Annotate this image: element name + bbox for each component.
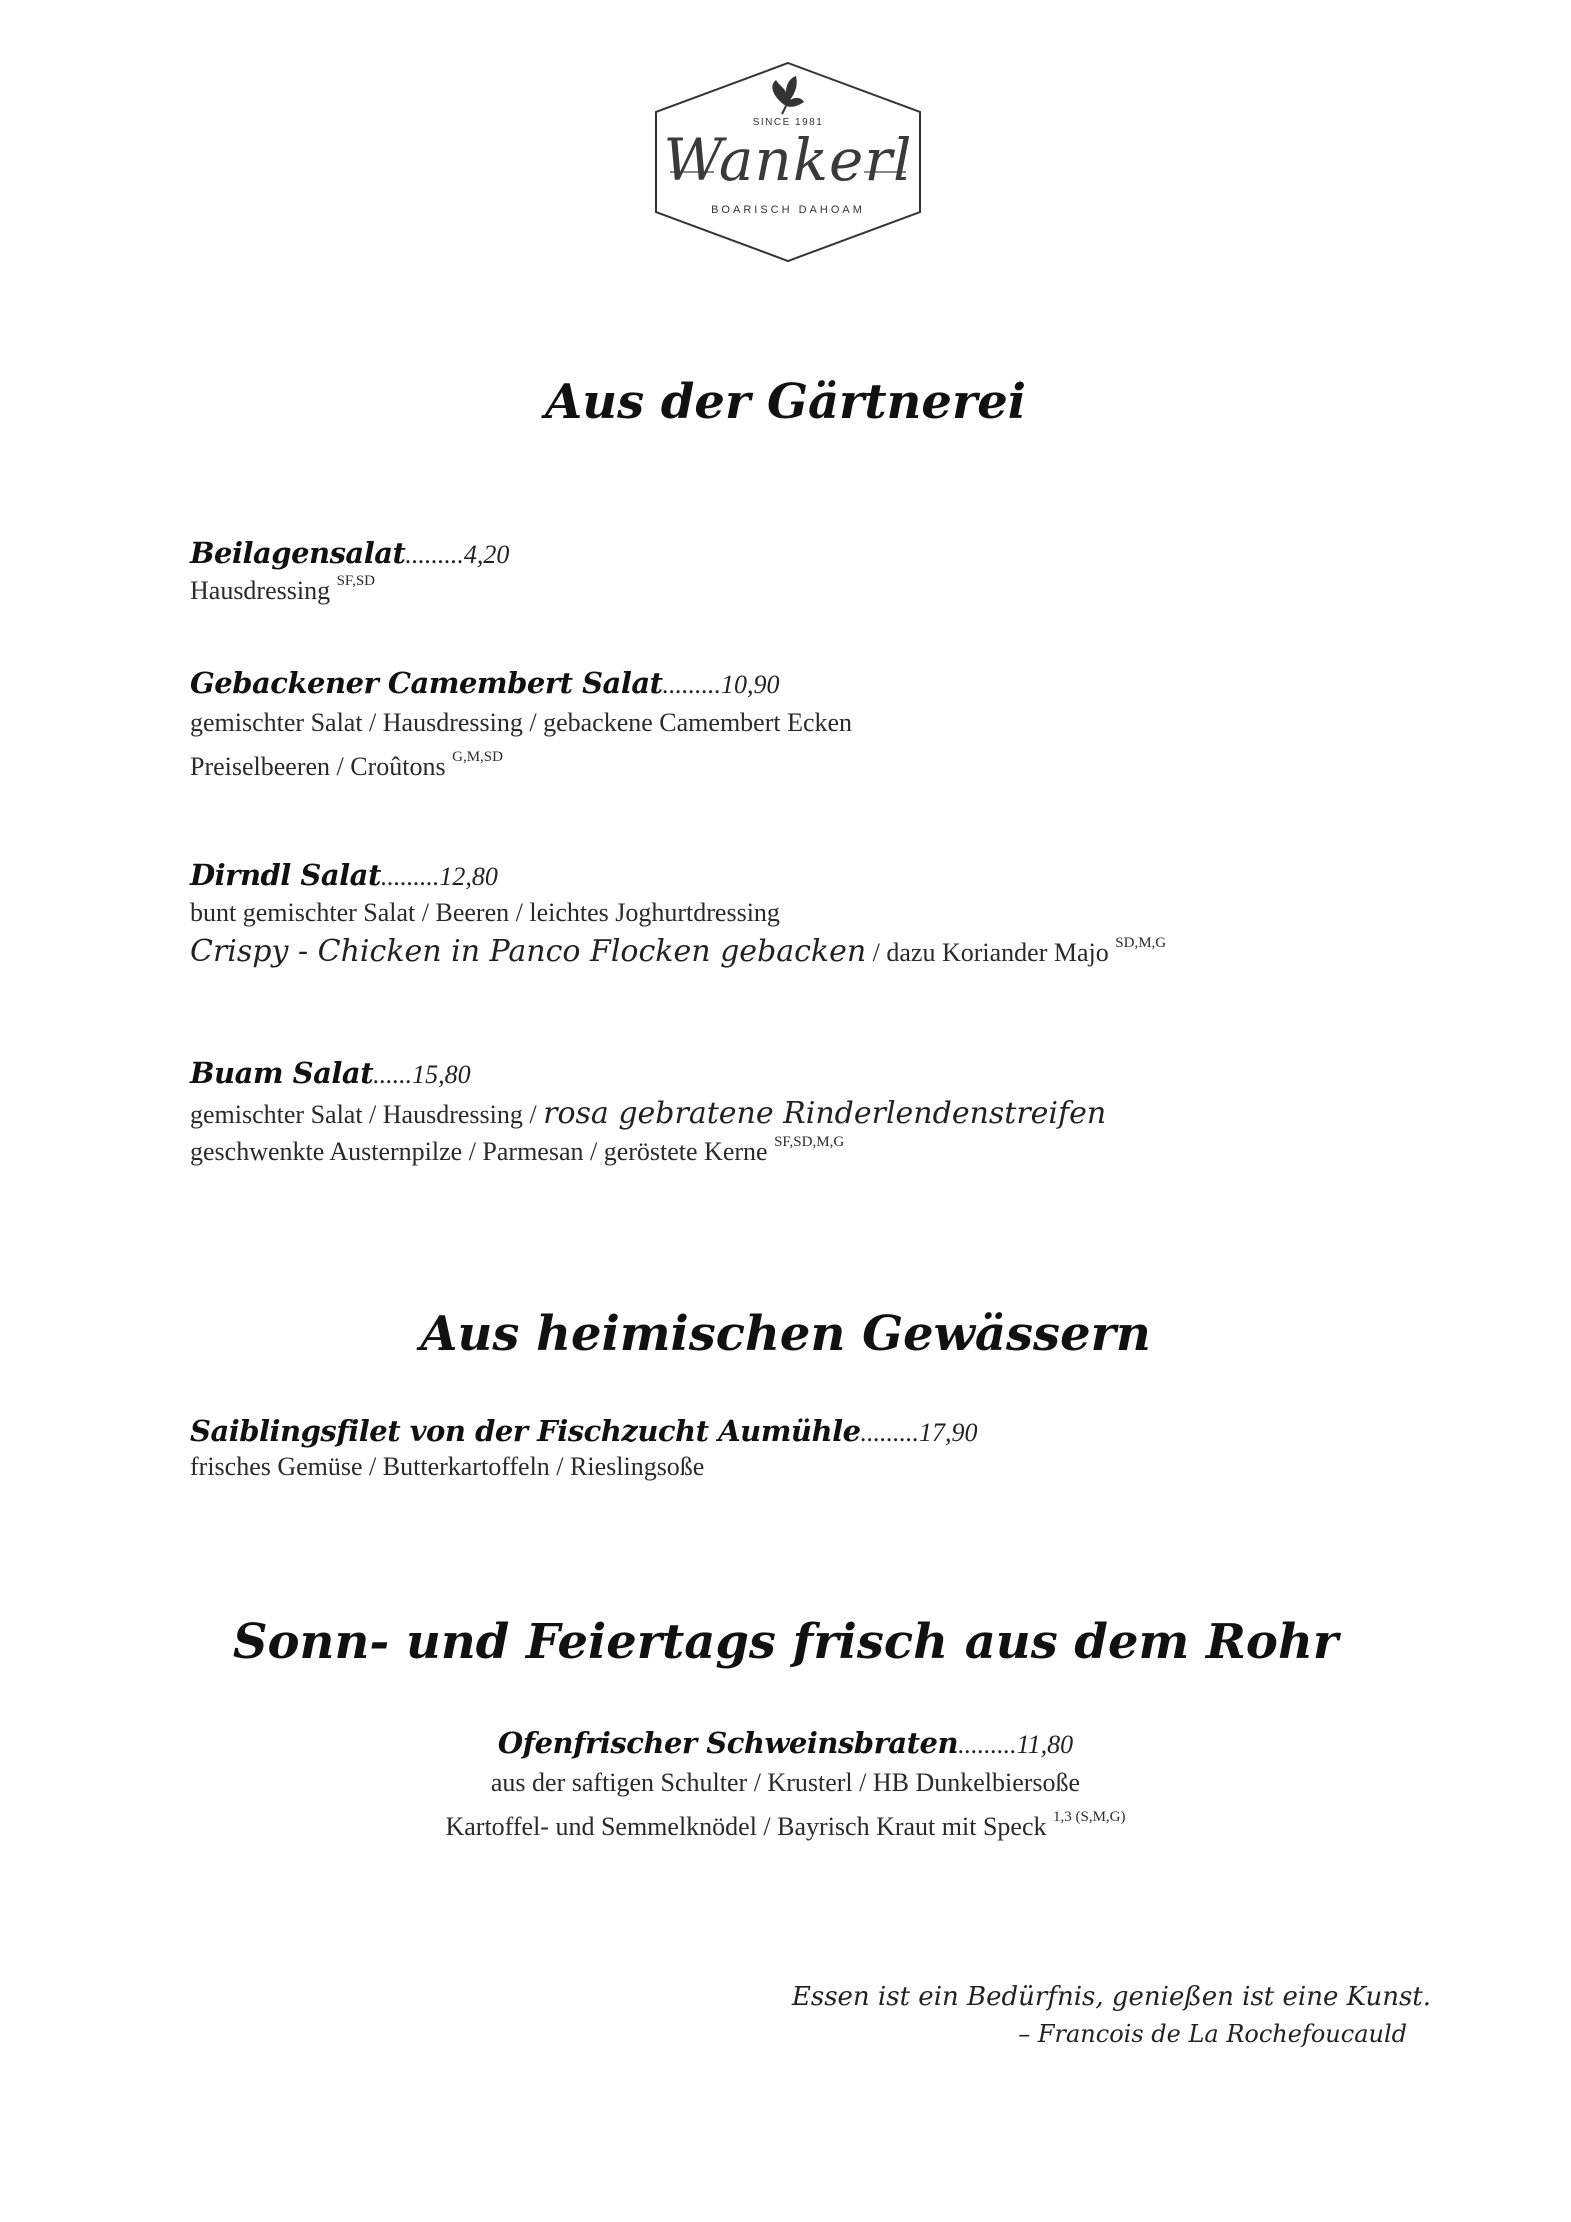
description-text: aus der saftigen Schulter / Krusterl / HB Dunkelbiersoße xyxy=(490,1767,1081,1797)
description-text: / dazu Koriander Majo xyxy=(866,937,1116,967)
dish-description xyxy=(190,1452,978,1482)
description-text: gemischter Salat / Hausdressing / xyxy=(190,1099,544,1129)
dish-dirndl-salat xyxy=(190,860,1166,969)
description-text: geschwenkte Austernpilze / Parmesan / geröstete Kerne xyxy=(190,1136,775,1166)
allergen-codes: G,M,SD xyxy=(452,749,503,766)
dish-header xyxy=(190,668,852,700)
allergen-codes: SF,SD xyxy=(336,573,376,590)
quote-author: – Francois de La Rochefoucauld xyxy=(1018,2020,1407,2048)
description-text: bunt gemischter Salat / Beeren / leichtes Joghurtdressing xyxy=(190,897,780,927)
dish-name: Beilagensalat xyxy=(190,536,406,570)
quote-text: Essen ist ein Bedürfnis, genießen ist eine Kunst. xyxy=(791,1982,1431,2012)
allergen-codes: 1,3 (S,M,G) xyxy=(1052,1809,1126,1826)
dish-camembert-salat xyxy=(190,668,852,782)
dish-description xyxy=(190,934,1166,969)
dish-name: Ofenfrischer Schweinsbraten xyxy=(497,1726,959,1760)
dish-price: 17,90 xyxy=(919,1418,978,1447)
dish-dots: ......... xyxy=(405,540,464,569)
dish-description xyxy=(0,1768,1571,1798)
dish-price: 11,80 xyxy=(1016,1730,1074,1759)
dish-name: Saiblingsfilet von der Fischzucht Aumühle xyxy=(190,1414,861,1448)
highlight-text: rosa gebratene Rinderlendenstreifen xyxy=(543,1095,1107,1131)
description-text: frisches Gemüse / Butterkartoffeln / Rieslingsoße xyxy=(190,1451,705,1481)
description-text: Hausdressing xyxy=(190,575,337,605)
dish-header xyxy=(190,860,1166,892)
dish-description xyxy=(190,898,1166,928)
dish-description xyxy=(190,708,852,738)
oak-leaf-icon xyxy=(772,76,804,114)
dish-dots: ......... xyxy=(958,1730,1017,1759)
logo-tagline-text: BOARISCH DAHOAM xyxy=(711,204,865,216)
allergen-codes: SF,SD,M,G xyxy=(774,1134,845,1151)
dish-header xyxy=(190,1416,978,1448)
dish-schweinsbraten xyxy=(0,1728,1571,1842)
dish-dots: ......... xyxy=(380,862,440,891)
dish-saiblingsfilet xyxy=(190,1416,978,1482)
dish-dots: ...... xyxy=(373,1060,413,1089)
dish-name: Dirndl Salat xyxy=(190,858,381,892)
restaurant-logo xyxy=(652,60,924,264)
section-title-gewaesser: Aus heimischen Gewässern xyxy=(420,1306,1151,1362)
dish-header xyxy=(190,538,509,570)
logo-since-text: SINCE 1981 xyxy=(752,117,824,128)
dish-beilagensalat xyxy=(190,538,509,606)
dish-header xyxy=(190,1058,1106,1090)
dish-name: Gebackener Camembert Salat xyxy=(190,666,663,700)
dish-buam-salat xyxy=(190,1058,1106,1167)
dish-price: 4,20 xyxy=(463,540,510,569)
description-text: Preiselbeeren / Croûtons xyxy=(190,751,453,781)
dish-price: 15,80 xyxy=(412,1060,471,1089)
quote-block xyxy=(792,1982,1431,2048)
dish-header xyxy=(0,1728,1571,1760)
dish-dots: ......... xyxy=(860,1418,920,1447)
dish-description xyxy=(190,749,852,782)
dish-description xyxy=(190,1134,1106,1167)
dish-price: 10,90 xyxy=(721,670,780,699)
description-text: Kartoffel- und Semmelknödel / Bayrisch Kraut mit Speck xyxy=(445,1811,1053,1841)
description-text: gemischter Salat / Hausdressing / gebackene Camembert Ecken xyxy=(190,707,853,737)
section-title-sonntag: Sonn- und Feiertags frisch aus dem Rohr xyxy=(232,1614,1339,1670)
section-title-gaertnerei: Aus der Gärtnerei xyxy=(544,374,1027,430)
logo-name-text: Wankerl xyxy=(663,126,913,194)
dish-name: Buam Salat xyxy=(190,1056,374,1090)
dish-description xyxy=(0,1809,1571,1842)
dish-dots: ......... xyxy=(662,670,722,699)
allergen-codes: SD,M,G xyxy=(1115,935,1167,952)
dish-description xyxy=(190,1096,1106,1131)
dish-description xyxy=(190,573,509,606)
dish-price: 12,80 xyxy=(439,862,498,891)
highlight-text: Crispy - Chicken in Panco Flocken gebacken xyxy=(190,933,867,969)
